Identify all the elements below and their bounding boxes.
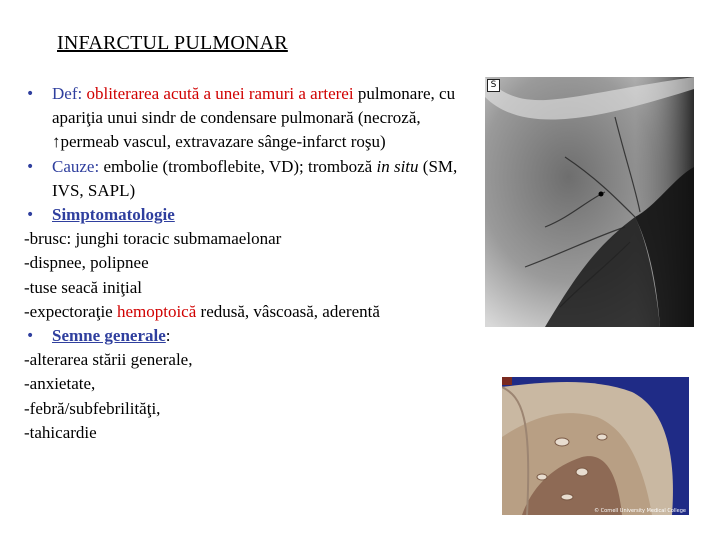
up-arrow-icon: ↑: [52, 132, 61, 152]
bullet-dot: •: [26, 158, 35, 175]
def-text-2: permeab vascul, extravazare sânge-infarct roşu): [60, 132, 386, 152]
bullet-causes: [24, 155, 476, 203]
causes-label: Cauze:: [52, 156, 100, 176]
sign-item: -febră/subfebrilităţi,: [24, 398, 161, 418]
symptom-item: [24, 300, 476, 324]
symptom-item: -dispnee, polipnee: [24, 253, 149, 273]
bullet-definition: [24, 82, 476, 155]
specimen-graphic: [502, 377, 689, 515]
signs-colon: :: [165, 326, 171, 346]
slide-body: [24, 82, 476, 445]
bullet-symptoms-heading: [24, 203, 476, 227]
pathology-specimen-image: [502, 377, 689, 515]
symptom-prefix: -expectoraţie: [24, 301, 117, 321]
sign-item: -anxietate,: [24, 374, 96, 394]
symptom-suffix: redusă, vâscoasă, aderentă: [196, 301, 380, 321]
chest-xray-image: [485, 77, 694, 327]
causes-text-2: (SM, IVS, SAPL): [52, 156, 458, 200]
bullet-dot: •: [26, 207, 35, 224]
slide-title: INFARCTUL PULMONAR: [57, 32, 288, 54]
image-credit: © Cornell University Medical College: [594, 508, 686, 514]
def-text: pulmonare, cu apariţia unui sindr de condensare pulmonară (necroză,: [52, 84, 456, 128]
sign-item: -tahicardie: [24, 422, 97, 442]
causes-italic: in situ: [376, 156, 419, 176]
bullet-signs-heading: [24, 324, 476, 348]
symptom-item: -tuse seacă iniţial: [24, 277, 143, 297]
symptom-red: hemoptoică: [116, 301, 197, 321]
def-label: Def:: [52, 84, 83, 103]
signs-heading: Semne generale: [52, 326, 166, 346]
xray-graphic: [485, 77, 694, 327]
causes-text: embolie (tromboflebite, VD); tromboză: [103, 156, 377, 176]
bullet-dot: •: [26, 86, 35, 102]
def-red-text: obliterarea acută a unei ramuri a arterei: [86, 84, 354, 103]
xray-corner-logo: S: [487, 79, 500, 92]
symptoms-heading: Simptomatologie: [52, 205, 175, 225]
sign-item: -alterarea stării generale,: [24, 350, 193, 370]
symptom-item: -brusc: junghi toracic submamaelonar: [24, 229, 282, 249]
bullet-dot: •: [26, 328, 35, 345]
